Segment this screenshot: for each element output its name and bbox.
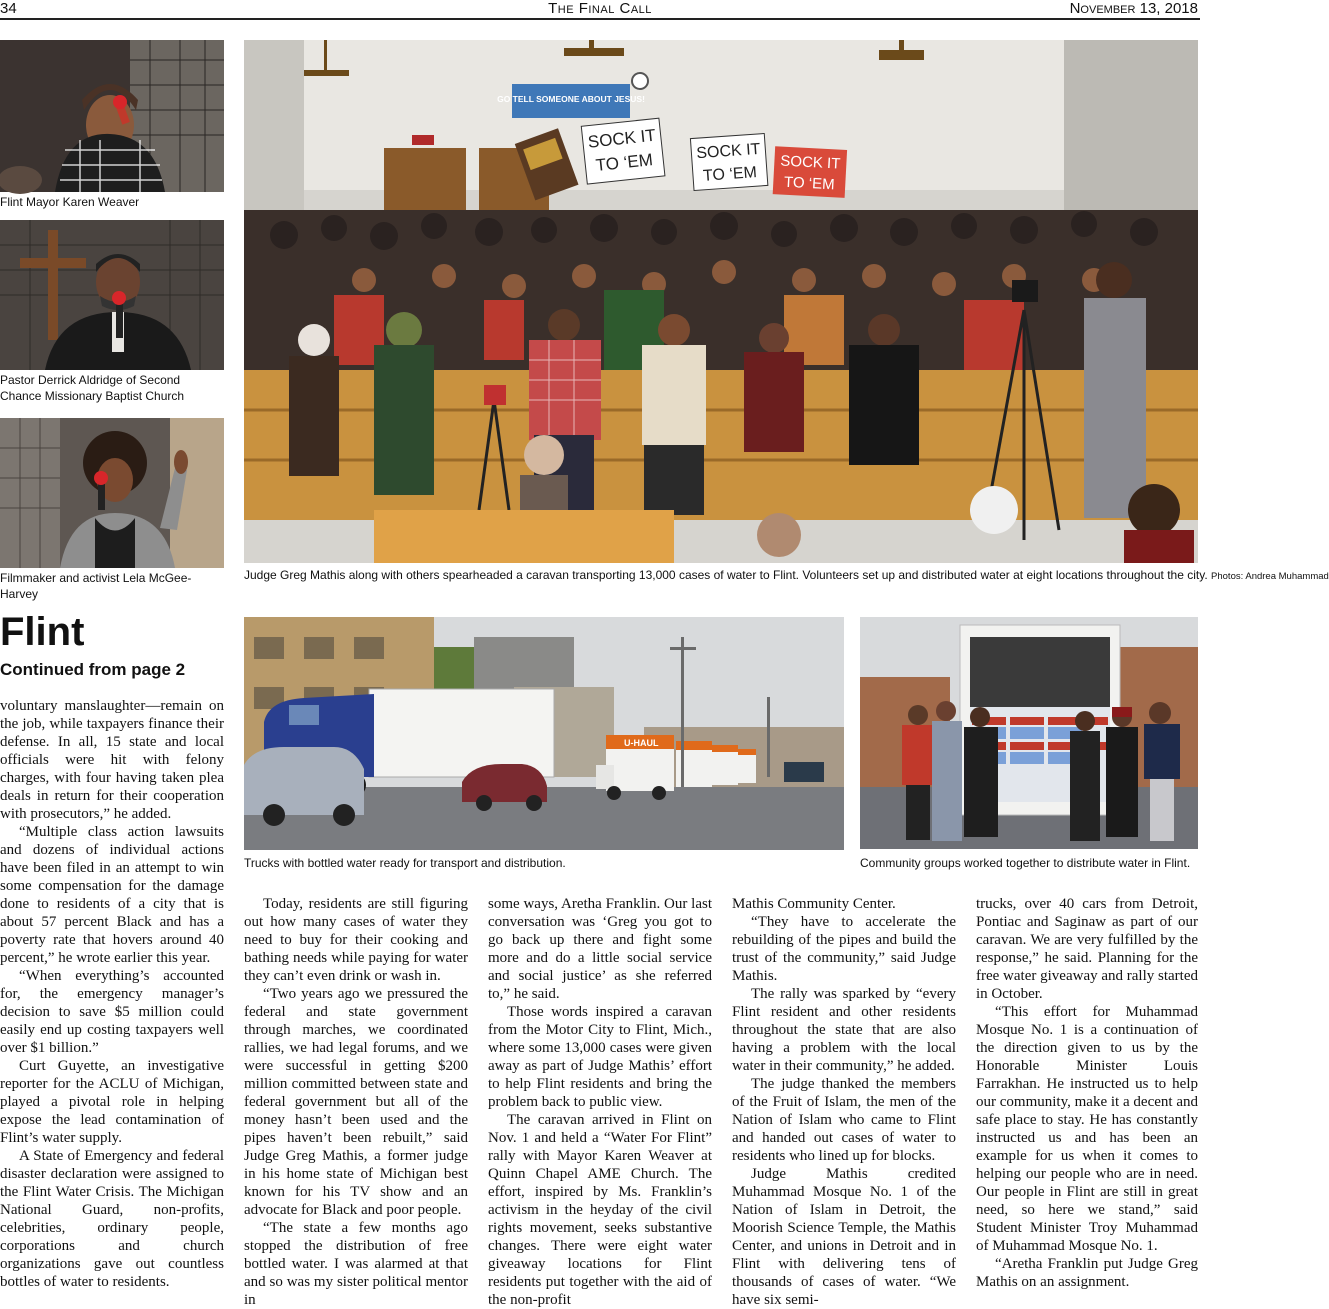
photo-lela-mcgee-harvey xyxy=(0,418,224,568)
caption-karen-weaver: Flint Mayor Karen Weaver xyxy=(0,195,140,209)
photo-derrick-aldridge xyxy=(0,220,224,370)
caption-water-trucks: Trucks with bottled water ready for transport and distribution. xyxy=(244,856,566,870)
photo-credit: Photos: Andrea Muhammad xyxy=(1211,571,1329,582)
article-column-2 xyxy=(244,895,468,1309)
page-number: 34 xyxy=(0,0,17,17)
article-column-1 xyxy=(0,697,224,1291)
paragraph: some ways, Aretha Franklin. Our last conversation was ‘Greg you got to go back up there and fight some more and do a little social service and social justice’ as she referred to,” he said. xyxy=(488,896,712,1002)
paragraph: “This effort for Muhammad Mosque No. 1 is a continuation of the direction given to us by the Honorable Minister Louis Farrakhan. He instructed us to help our community, make it a decent and safe place to stay. He has constantly instructed us and has been an example for us when it comes to helping our people who are in need. Our people in Flint are still in great need, so here we stand,” said Student Minister Troy Muhammad of Muhammad Mosque No. 1. xyxy=(976,1004,1198,1254)
issue-date: November 13, 2018 xyxy=(1069,0,1198,17)
photo-karen-weaver xyxy=(0,40,224,192)
publication-name: The Final Call xyxy=(548,0,652,17)
paragraph: The judge thanked the members of the Fruit of Islam, the men of the Nation of Islam who came to Flint and handed out cases of water to residents who lined up for blocks. xyxy=(732,1076,956,1164)
paragraph: “They have to accelerate the rebuilding of the pipes and build the trust of the community,” said Judge Mathis. xyxy=(732,914,956,984)
paragraph: Those words inspired a caravan from the Motor City to Flint, Mich., where some 13,000 cases were given away as part of Judge Mathis’ effort to help Flint residents and bring the problem back to public view. xyxy=(488,1004,712,1110)
article-column-5 xyxy=(976,895,1198,1291)
paragraph: “Two years ago we pressured the federal and state government through marches, we coordinated rallies, we had legal forums, and we were successful in getting $200 million committed between state and federal government but all of the money hasn’t been used and the pipes haven’t been rebuilt,” said Judge Greg Mathis, a former judge in his home state of Michigan best known for his TV show and an advocate for Black and poor people. xyxy=(244,986,468,1218)
header-rule xyxy=(0,18,1200,20)
paragraph: The caravan arrived in Flint on Nov. 1 and held a “Water For Flint” rally with Mayor Karen Weaver at Quinn Chapel AME Church. The effort, inspired by Ms. Franklin’s activism in the heyday of the civil rights movement, seeks substantive changes. There were eight water giveaway locations for Flint residents put together with the aid of the non-profit xyxy=(488,1112,712,1308)
paragraph: Today, residents are still figuring out how many cases of water they need to buy for their cooking and bathing needs while paying for water they can’t even drink or wash in. xyxy=(244,896,468,984)
sign-3-line-2: TO ‘EM xyxy=(783,173,835,194)
subhead: Continued from page 2 xyxy=(0,660,186,679)
paragraph: “When everything’s accounted for, the emergency manager’s decision to save $5 million could easily end up costing taxpayers well over $1 billion.” xyxy=(0,968,224,1056)
article-column-3 xyxy=(488,895,712,1309)
paragraph: Curt Guyette, an investigative reporter for the ACLU of Michigan, played a pivotal role in helping expose the lead contamination of Flint’s water supply. xyxy=(0,1058,224,1146)
sign-1-line-2: TO ‘EM xyxy=(594,150,654,175)
paragraph: trucks, over 40 cars from Detroit, Pontiac and Saginaw as part of our caravan. We are very fulfilled by the response,” he said. Planning for the free water giveaway and rally started in October. xyxy=(976,896,1198,1002)
paragraph: “Aretha Franklin put Judge Greg Mathis on an assignment. xyxy=(976,1256,1198,1290)
paragraph: “Multiple class action lawsuits and dozens of individual actions have been filed in an attempt to win some compensation for the damage done to residents of a city that is about 57 percent Black and has a poverty rate that hovers around 40 percent,” he wrote earlier this year. xyxy=(0,824,224,966)
sign-2-line-1: SOCK IT xyxy=(695,140,761,163)
caption-derrick-aldridge: Pastor Derrick Aldridge of Second Chance Missionary Baptist Church xyxy=(0,373,185,403)
paragraph: Judge Mathis credited Muhammad Mosque No. 1 of the Nation of Islam in Detroit, the Moorish Science Temple, the Mathis Center, and unions in Detroit and in Flint with delivering tens of thousands of cases of water. “We have six semi- xyxy=(732,1166,956,1308)
paragraph: The rally was sparked by “every Flint resident and other residents throughout the state that are also having a problem with the local water in their community,” he added. xyxy=(732,986,956,1074)
paragraph: “The state a few months ago stopped the distribution of free bottled water. I was alarmed at that and so was my sister political mentor in xyxy=(244,1220,468,1308)
headline: Flint xyxy=(0,610,85,654)
photo-community-groups xyxy=(860,617,1198,849)
paragraph: A State of Emergency and federal disaster declaration were assigned to the Flint Water Crisis. The Michigan National Guard, non-profits, celebrities, ordinary people, corporations and church organizations gave out countless bottles of water to residents. xyxy=(0,1148,224,1290)
sign-2-line-2: TO ‘EM xyxy=(702,164,758,185)
caption-church-rally xyxy=(244,567,1329,585)
photo-water-trucks xyxy=(244,617,844,850)
paragraph: voluntary manslaughter—remain on the job, while taxpayers finance their defense. In all, 15 state and local officials were hit with felony charges, with four having taken plea deals in return for their cooperation with prosecutors,” he added. xyxy=(0,698,224,822)
caption-church-rally-text: Judge Greg Mathis along with others spearheaded a caravan transporting 13,000 cases of water to Flint. Volunteers set up and distributed water at eight locations throughout the city. xyxy=(244,568,1208,582)
sign-3-line-1: SOCK IT xyxy=(779,152,841,173)
photo-church-rally xyxy=(244,40,1198,563)
paragraph: Mathis Community Center. xyxy=(732,896,896,912)
sign-1-line-1: SOCK IT xyxy=(586,125,657,152)
banner-text: GO TELL SOMEONE ABOUT JESUS! xyxy=(497,94,645,104)
article-column-4 xyxy=(732,895,956,1309)
caption-community-groups: Community groups worked together to distribute water in Flint. xyxy=(860,856,1191,870)
uhaul-logo: U-HAUL xyxy=(624,738,659,748)
caption-lela-mcgee-harvey: Filmmaker and activist Lela McGee-Harvey xyxy=(0,571,192,601)
